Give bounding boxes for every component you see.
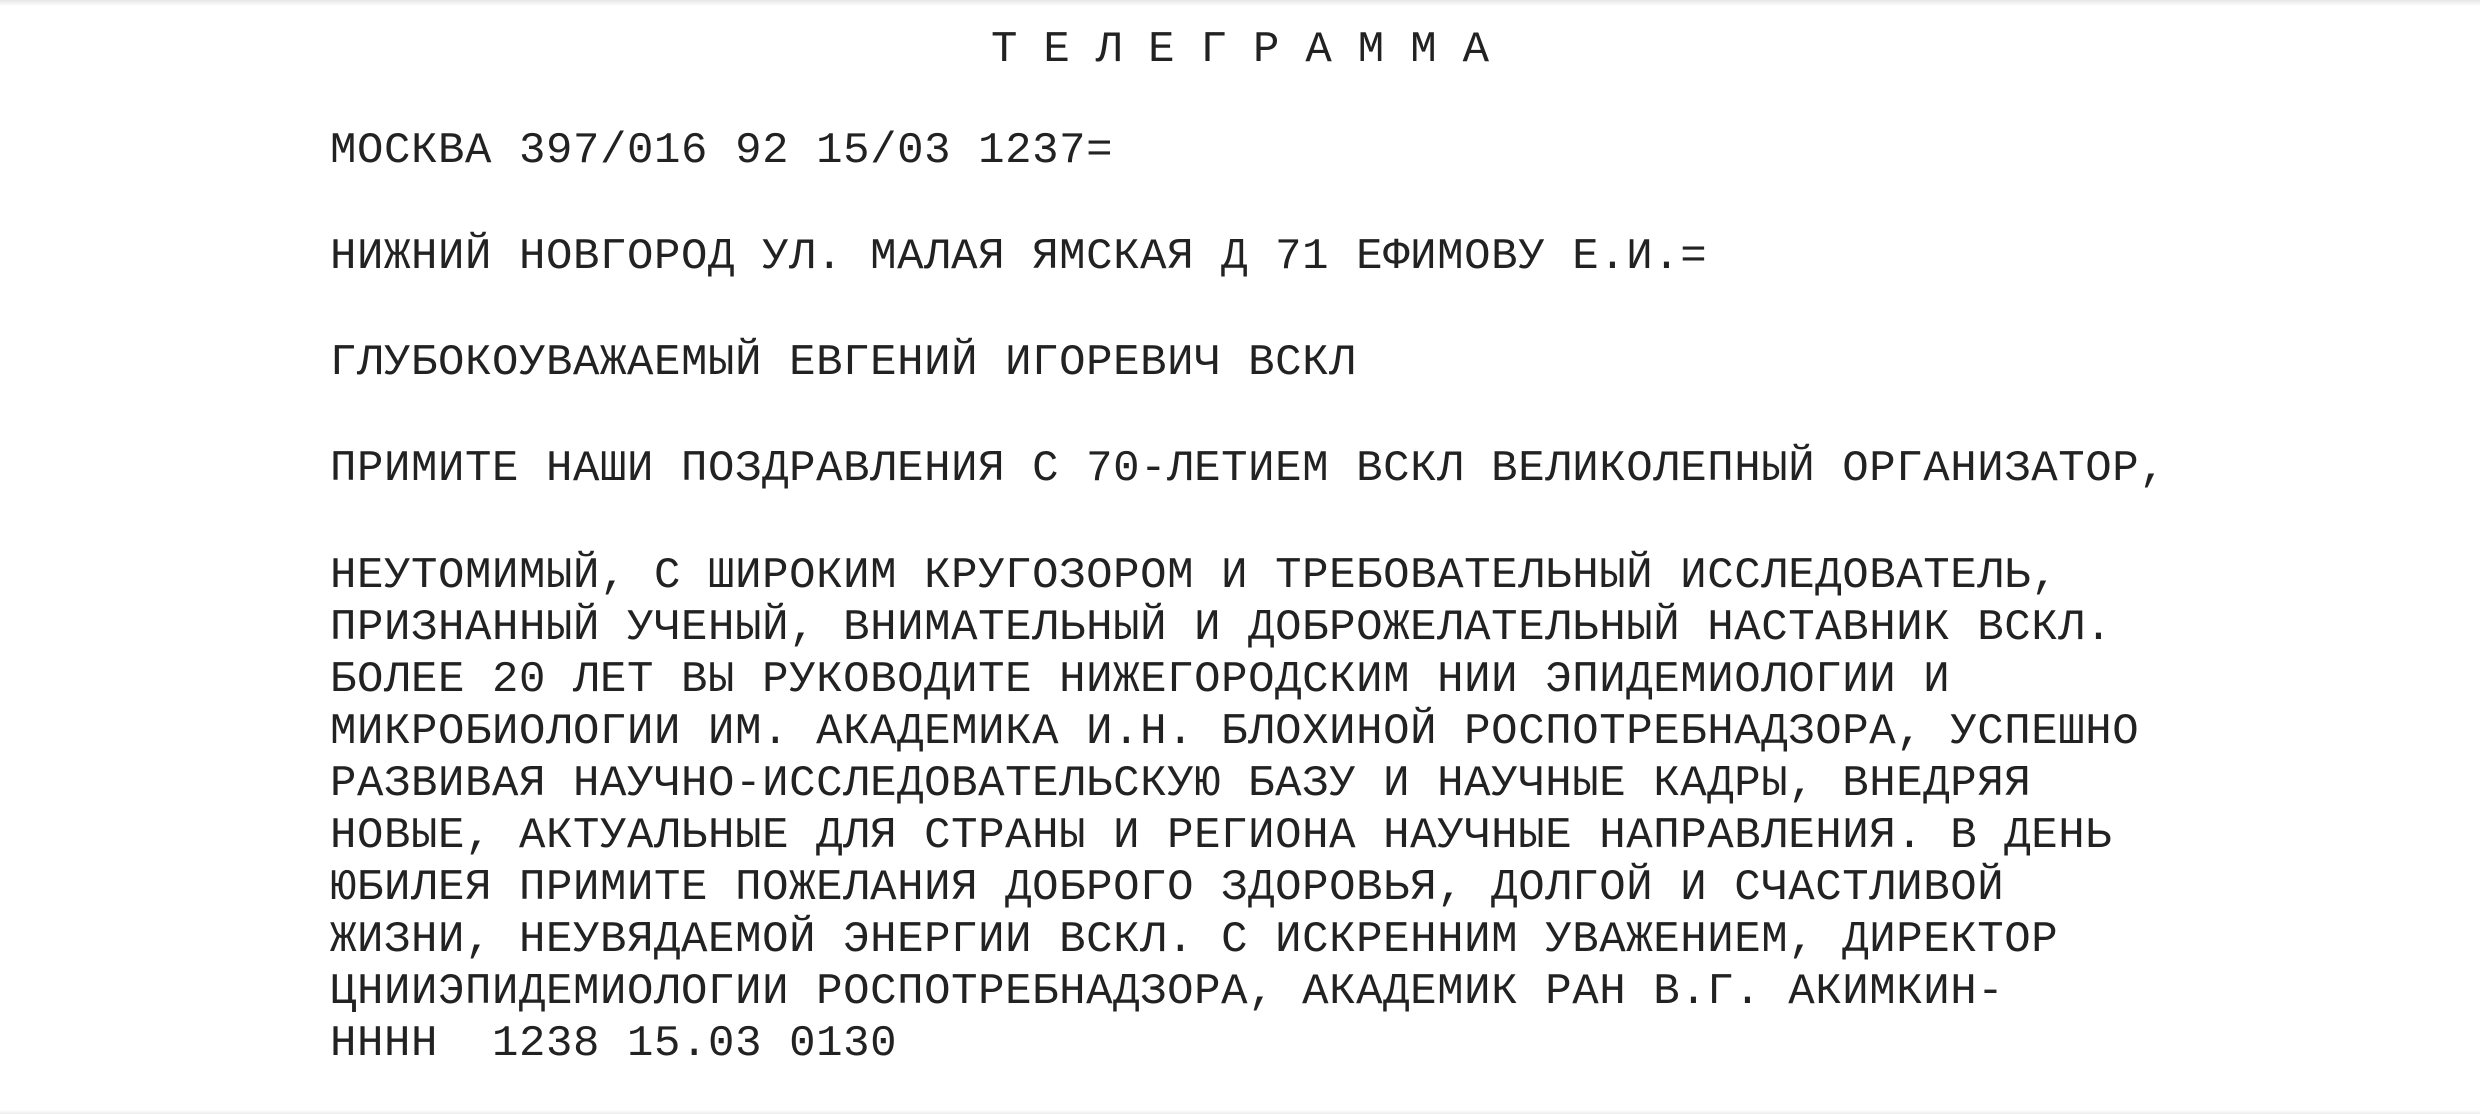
- telegram-address-line: НИЖНИЙ НОВГОРОД УЛ. МАЛАЯ ЯМСКАЯ Д 71 ЕФИМОВУ Е.И.=: [330, 232, 1708, 282]
- telegram-body-line: БОЛЕЕ 20 ЛЕТ ВЫ РУКОВОДИТЕ НИЖЕГОРОДСКИМ НИИ ЭПИДЕМИОЛОГИИ И: [330, 655, 1951, 705]
- telegram-body-line: МИКРОБИОЛОГИИ ИМ. АКАДЕМИКА И.Н. БЛОХИНОЙ РОСПОТРЕБНАДЗОРА, УСПЕШНО: [330, 707, 2140, 757]
- telegram-body-line: НЕУТОМИМЫЙ, С ШИРОКИМ КРУГОЗОРОМ И ТРЕБОВАТЕЛЬНЫЙ ИССЛЕДОВАТЕЛЬ,: [330, 551, 2059, 601]
- telegram-footer-line: НННН 1238 15.03 0130: [330, 1019, 898, 1069]
- telegram-salutation-line: ГЛУБОКОУВАЖАЕМЫЙ ЕВГЕНИЙ ИГОРЕВИЧ ВСКЛ: [330, 338, 1357, 388]
- telegram-body-line: ПРИЗНАННЫЙ УЧЕНЫЙ, ВНИМАТЕЛЬНЫЙ И ДОБРОЖЕЛАТЕЛЬНЫЙ НАСТАВНИК ВСКЛ.: [330, 603, 2113, 653]
- telegram-header-line: МОСКВА 397/016 92 15/03 1237=: [330, 126, 1114, 176]
- telegram-body-line: ЖИЗНИ, НЕУВЯДАЕМОЙ ЭНЕРГИИ ВСКЛ. С ИСКРЕННИМ УВАЖЕНИЕМ, ДИРЕКТОР: [330, 915, 2059, 965]
- telegram-body-line: ЮБИЛЕЯ ПРИМИТЕ ПОЖЕЛАНИЯ ДОБРОГО ЗДОРОВЬЯ, ДОЛГОЙ И СЧАСТЛИВОЙ: [330, 863, 2005, 913]
- telegram-body-line: РАЗВИВАЯ НАУЧНО-ИССЛЕДОВАТЕЛЬСКУЮ БАЗУ И НАУЧНЫЕ КАДРЫ, ВНЕДРЯЯ: [330, 759, 2032, 809]
- telegram-body-line: НОВЫЕ, АКТУАЛЬНЫЕ ДЛЯ СТРАНЫ И РЕГИОНА НАУЧНЫЕ НАПРАВЛЕНИЯ. В ДЕНЬ: [330, 811, 2113, 861]
- paper-bottom-edge: [0, 1110, 2480, 1114]
- paper-top-edge: [0, 0, 2480, 6]
- telegram-body-line: ЦНИИЭПИДЕМИОЛОГИИ РОСПОТРЕБНАДЗОРА, АКАДЕМИК РАН В.Г. АКИМКИН-: [330, 967, 2005, 1017]
- telegram-intro-line: ПРИМИТЕ НАШИ ПОЗДРАВЛЕНИЯ С 70-ЛЕТИЕМ ВСКЛ ВЕЛИКОЛЕПНЫЙ ОРГАНИЗАТОР,: [330, 444, 2167, 494]
- telegram-title: ТЕЛЕГРАММА: [990, 25, 1516, 75]
